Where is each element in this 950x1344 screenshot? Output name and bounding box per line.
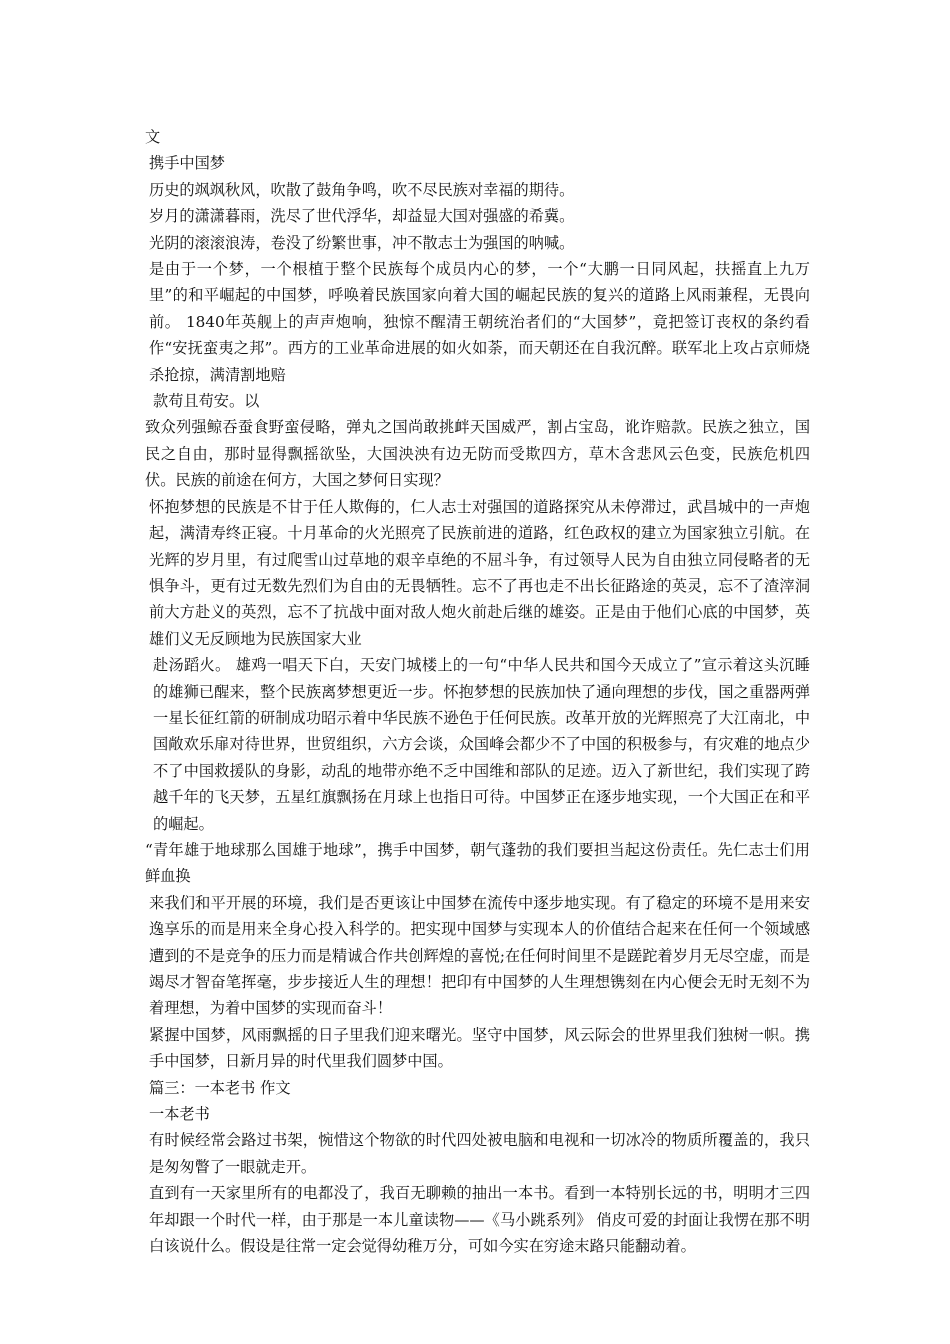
paragraph-body-4: 赴汤蹈火。 雄鸡一唱天下白，天安门城楼上的一句“中华人民共和国今天成立了”宣示着这头沉睡的雄狮已醒来，整个民族离梦想更近一步。怀抱梦想的民族加快了通向理想的步伐，国之重器两弹一星长征红箭的研制成功昭示着中华民族不逊色于任何民族。改革开放的光辉照亮了大江南北，中国敞欢乐扉对待世界，世贸组织，六方会谈，众国峰会都少不了中国的积极参与，有灾难的地点少不了中国救援队的身影，动乱的地带亦绝不乏中国维和部队的足迹。迈入了新世纪，我们实现了跨越千年的飞天梦，五星红旗飘扬在月球上也指日可待。中国梦正在逐步地实现，一个大国正在和平的崛起。 <box>153 656 810 833</box>
paragraph-body-1: 是由于一个梦，一个根植于整个民族每个成员内心的梦，一个“大鹏一日同风起，扶摇直上九万里”的和平崛起的中国梦，呼唤着民族国家向着大国的崛起民族的复兴的道路上风雨兼程，无畏向前。 1840年英舰上的声声炮响，独惊不醒清王朝统治者们的“大国梦”，竟把签订丧权的条约看作“安抚蛮夷之邦”。西方的工业革命进展的如火如荼，而天朝还在自我沉醉。联军北上攻占京师烧杀抢掠，满清割地赔 <box>149 260 810 384</box>
paragraph-essay-label: 文 <box>145 128 161 146</box>
document-page <box>145 124 810 1259</box>
section-heading: 篇三：一本老书 作文 <box>149 1078 291 1097</box>
paragraph-intro-2: 岁月的潇潇暮雨，洗尽了世代浮华，却益显大国对强盛的希冀。 <box>149 207 575 226</box>
paragraph-intro-1: 历史的飒飒秋风，吹散了鼓角争鸣，吹不尽民族对幸福的期待。 <box>149 180 575 199</box>
paragraph-body-3: 怀抱梦想的民族是不甘于任人欺侮的，仁人志士对强国的道路探究从未停滞过，武昌城中的一声炮起，满清寿终正寝。十月革命的火光照亮了民族前进的道路，红色政权的建立为国家独立引航。在光辉的岁月里，有过爬雪山过草地的艰辛卓绝的不屈斗争，有过领导人民为自由独立同侵略者的无惧争斗，更有过无数先烈们为自由的无畏牺牲。忘不了再也走不出长征路途的英灵，忘不了渣滓洞前大方赴义的英烈，忘不了抗战中面对敌人炮火前赴后继的雄姿。正是由于他们心底的中国梦，英雄们义无反顾地为民族国家大业 <box>149 497 810 648</box>
paragraph-body-2: 致众列强鲸吞蚕食野蛮侵略，弹丸之国尚敢挑衅天国威严，割占宝岛，讹诈赔款。民族之独立，国民之自由，那时显得飘摇欲坠，大国泱泱有边无防而受欺四方，草木含悲风云色变，民族危机四伏。民族的前途在何方，大国之梦何日实现？ <box>145 418 810 490</box>
section-title: 一本老书 <box>149 1105 210 1124</box>
paragraph-body-1-cont: 款苟且苟安。以 <box>153 392 260 411</box>
paragraph-body-5: “青年雄于地球那么国雄于地球”，携手中国梦，朝气蓬勃的我们要担当起这份责任。先仁志士们用鲜血换 <box>145 840 810 886</box>
paragraph-body-6: 来我们和平开展的环境，我们是否更该让中国梦在流传中逐步地实现。有了稳定的环境不是用来安逸享乐的而是用来全身心投入科学的。把实现中国梦与实现本人的价值结合起来在任何一个领域感遭到的不是竞争的压力而是精诚合作共创辉煌的喜悦;在任何时间里不是蹉跎着岁月无尽空虚，而是竭尽才智奋笔挥毫，步步接近人生的理想！把印有中国梦的人生理想镌刻在内心便会无时无刻不为着理想，为着中国梦的实现而奋斗！ <box>149 893 810 1018</box>
paragraph-conclusion: 紧握中国梦，风雨飘摇的日子里我们迎来曙光。坚守中国梦，风云际会的世界里我们独树一帜。携手中国梦，日新月异的时代里我们圆梦中国。 <box>149 1025 810 1071</box>
paragraph-title: 携手中国梦 <box>149 154 225 173</box>
section-paragraph-1: 有时候经常会路过书架，惋惜这个物欲的时代四处被电脑和电视和一切冰冷的物质所覆盖的，我只是匆匆瞥了一眼就走开。 <box>149 1131 810 1176</box>
paragraph-intro-3: 光阴的滚滚浪涛，卷没了纷繁世事，冲不散志士为强国的呐喊。 <box>149 233 575 252</box>
section-paragraph-2: 直到有一天家里所有的电都没了，我百无聊赖的抽出一本书。看到一本特别长远的书，明明才三四年却跟一个时代一样，由于那是一本儿童读物——《马小跳系列》 俏皮可爱的封面让我愣在那不明白该说什么。假设是往常一定会觉得幼稚万分，可如今实在穷途末路只能翻动着。 <box>149 1184 810 1256</box>
